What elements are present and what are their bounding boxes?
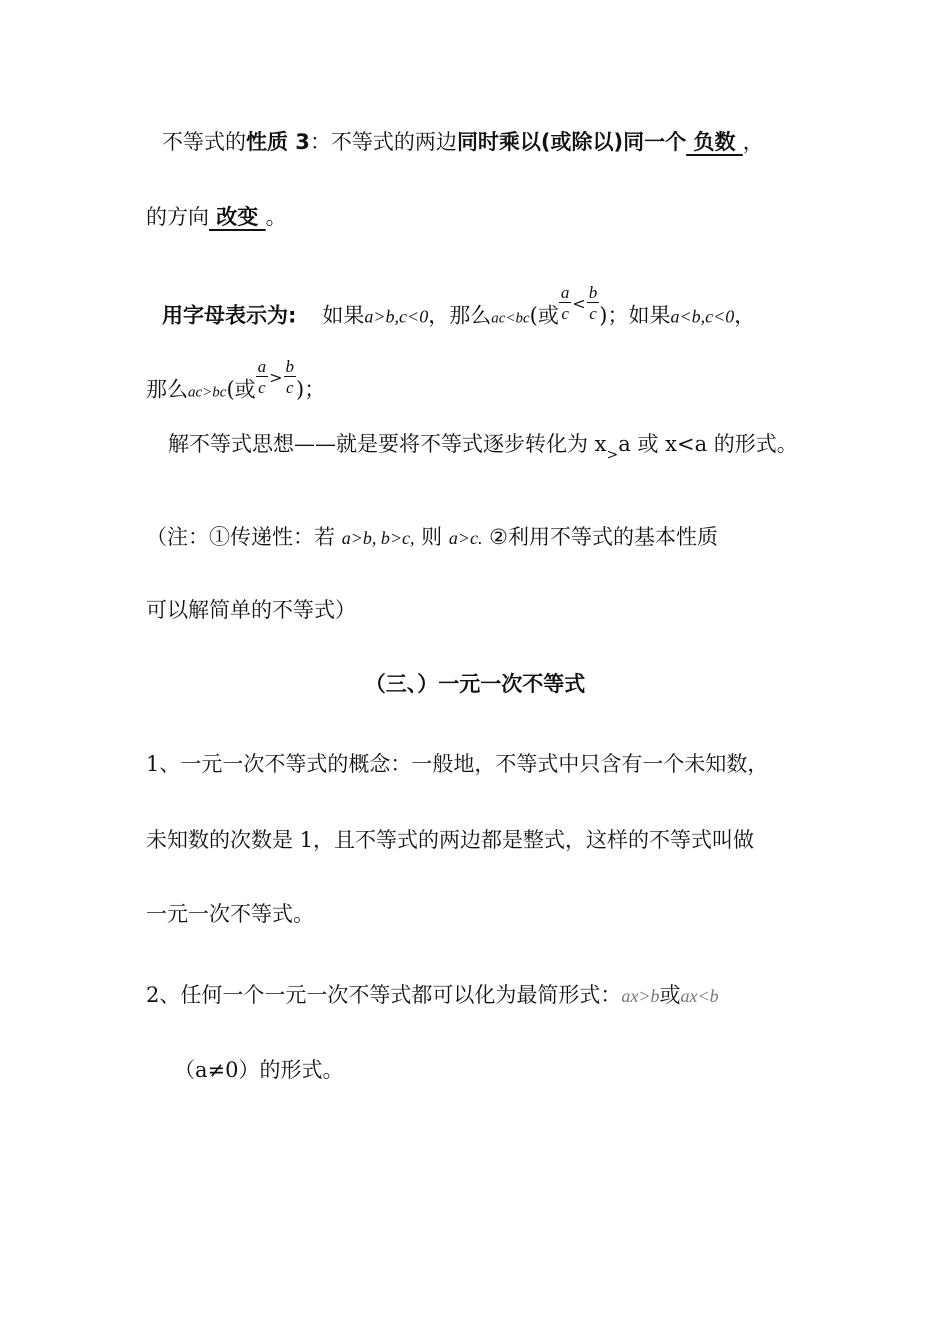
text: ②利用不等式的基本性质	[482, 525, 718, 549]
fraction	[587, 284, 600, 322]
math-expression: ac>bc	[188, 384, 227, 401]
fraction-numerator: a	[560, 283, 570, 302]
text: 或	[659, 983, 681, 1007]
text: ，	[734, 303, 756, 328]
text: （注：①传递性：若	[146, 525, 342, 549]
fraction	[559, 284, 572, 322]
text: 如果	[322, 303, 365, 328]
answer-blank-negative: 负数	[686, 130, 743, 154]
text: 那么	[146, 377, 188, 402]
relation-symbol: <	[572, 293, 586, 313]
form-condition-line: （a≠0）的形式。	[174, 1058, 344, 1082]
text: 2、任何一个一元一次不等式都可以化为最简形式：	[146, 983, 622, 1007]
fraction-numerator: b	[285, 357, 295, 376]
text: 的方向	[146, 205, 209, 229]
fraction	[256, 358, 269, 396]
text: ：不等式的两边	[309, 130, 457, 154]
letter-expression-label: 用字母表示为:	[162, 303, 297, 328]
then-line	[146, 357, 326, 410]
text: 则	[414, 525, 449, 549]
math-expression: a>b, b>c,	[341, 528, 415, 548]
text: 解不等式思想——就是要将不等式逐步转化为 x	[168, 432, 607, 456]
emphasis-text: 同时乘以(或除以)同一个	[456, 130, 687, 154]
property-3-line	[162, 132, 764, 153]
letter-expression-line	[162, 283, 756, 336]
text: ，那么	[428, 303, 492, 328]
fraction-denominator: c	[258, 378, 266, 397]
concept-line-2: 未知数的次数是 1，且不等式的两边都是整式，这样的不等式叫做	[146, 828, 755, 852]
text: 。	[265, 205, 287, 229]
fraction-numerator: b	[588, 283, 598, 302]
math-expression: a>b,c<0	[364, 306, 429, 327]
direction-line	[146, 207, 287, 228]
fraction	[284, 358, 297, 396]
text: (或	[226, 377, 256, 402]
note-line	[146, 527, 718, 548]
math-expression: a<b,c<0	[670, 306, 735, 327]
fraction-denominator: c	[561, 304, 569, 323]
text: (或	[529, 303, 559, 328]
property-label: 性质 3	[246, 130, 310, 154]
relation-symbol: >	[269, 367, 283, 387]
text: a 或 x<a 的形式。	[618, 432, 798, 456]
math-expression: ax<b	[680, 986, 719, 1006]
text: )；	[296, 377, 326, 402]
fraction-denominator: c	[286, 378, 294, 397]
simplest-form-line	[146, 985, 719, 1006]
text: )；如果	[599, 303, 671, 328]
concept-line-1: 1、一元一次不等式的概念：一般地，不等式中只含有一个未知数，	[146, 752, 769, 776]
text: 不等式的	[162, 130, 246, 154]
solving-idea-line	[168, 432, 798, 463]
section-heading: （三、）一元一次不等式	[364, 672, 586, 696]
text: ，	[742, 130, 764, 154]
fraction-numerator: a	[257, 357, 267, 376]
math-expression: a>c.	[448, 528, 483, 548]
fraction-denominator: c	[589, 304, 597, 323]
math-expression: ac<bc	[491, 310, 530, 327]
subscript-symbol: >	[606, 447, 619, 463]
concept-line-3: 一元一次不等式。	[146, 902, 314, 926]
note-continuation: 可以解简单的不等式）	[146, 598, 356, 622]
answer-blank-change: 改变	[209, 205, 266, 229]
math-expression: ax>b	[621, 986, 660, 1006]
